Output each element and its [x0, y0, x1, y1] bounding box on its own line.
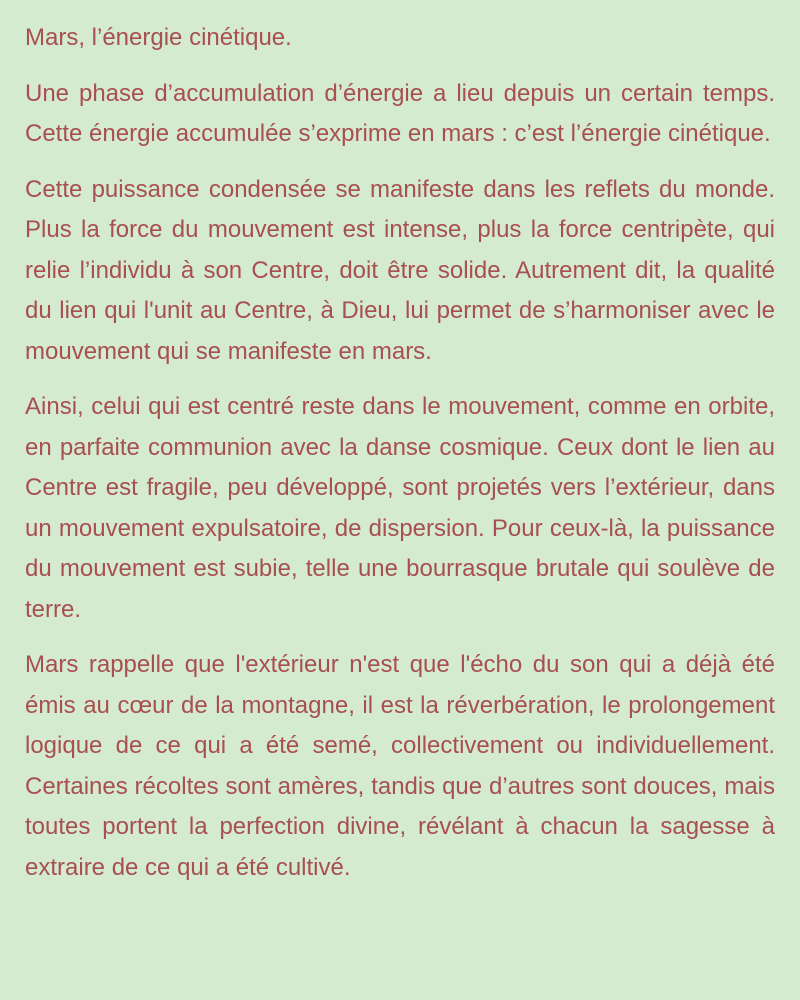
paragraph-3: Ainsi, celui qui est centré reste dans le mouvement, comme en orbite, en parfaite communion avec la danse cosmique. Ceux dont le lien au Centre est fragile, peu développé, sont projetés vers l’extérieur, dans un mouvement expulsatoire, de dispersion. Pour ceux-là, la puissance du mouvement est subie, telle une bourrasque brutale qui soulève de terre. — [25, 393, 775, 623]
document-title: Mars, l’énergie cinétique. — [25, 24, 292, 51]
document-body — [25, 18, 775, 888]
paragraph-4: Mars rappelle que l'extérieur n'est que l'écho du son qui a déjà été émis au cœur de la montagne, il est la réverbération, le prolongement logique de ce qui a été semé, collectivement ou individuellement. Certaines récoltes sont amères, tandis que d’autres sont douces, mais toutes portent la perfection divine, révélant à chacun la sagesse à extraire de ce qui a été cultivé. — [25, 651, 775, 881]
paragraph-2: Cette puissance condensée se manifeste dans les reflets du monde. Plus la force du mouvement est intense, plus la force centripète, qui relie l’individu à son Centre, doit être solide. Autrement dit, la qualité du lien qui l'unit au Centre, à Dieu, lui permet de s’harmoniser avec le mouvement qui se manifeste en mars. — [25, 175, 775, 365]
paragraph-1: Une phase d’accumulation d’énergie a lieu depuis un certain temps. Cette énergie accumulée s’exprime en mars : c’est l’énergie cinétique. — [25, 79, 775, 147]
